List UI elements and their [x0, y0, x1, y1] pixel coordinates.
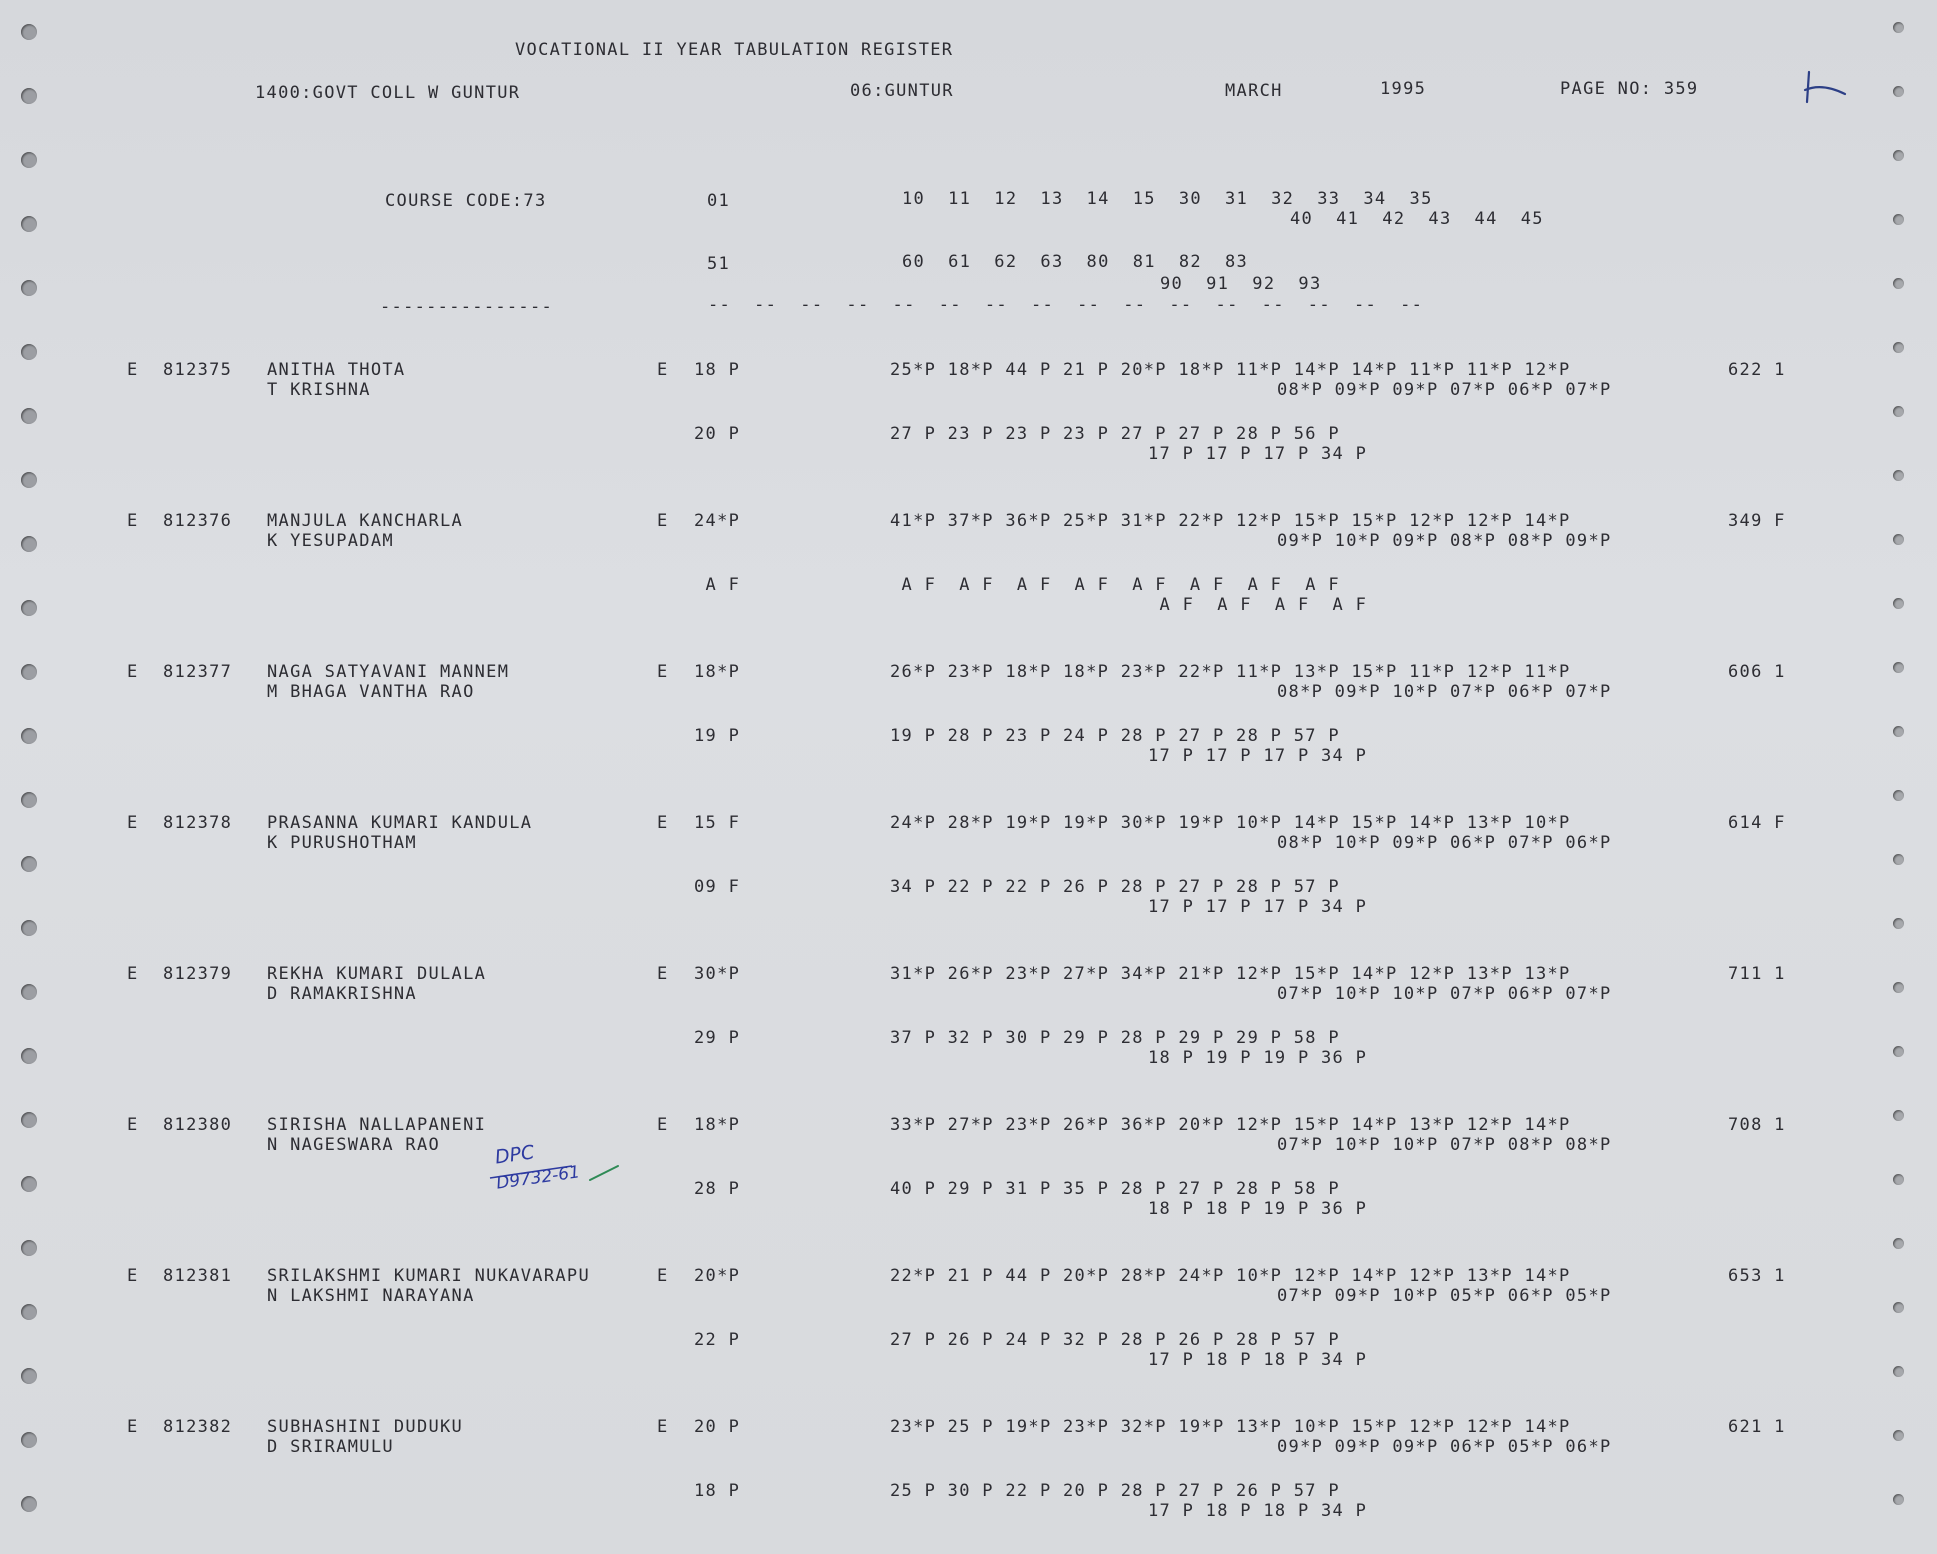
record-part2-marks: A F A F A F A F A F A F A F A F [890, 575, 1340, 595]
record-roll-number: 812376 [163, 511, 233, 531]
record-part1-submarks: 08*P 09*P 10*P 07*P 06*P 07*P [1277, 682, 1612, 702]
record-roll-number: 812378 [163, 813, 233, 833]
record-part2-submarks: 17 P 17 P 17 P 34 P [1148, 444, 1368, 464]
record-parent-name: N LAKSHMI NARAYANA [267, 1286, 475, 1306]
record-part1-first-mark: 30*P [694, 964, 741, 984]
record-total-result: 653 1 [1728, 1266, 1786, 1286]
student-record [0, 360, 1937, 510]
record-total-result: 349 F [1728, 511, 1786, 531]
student-record [0, 1417, 1937, 1554]
tractor-hole [21, 344, 37, 360]
record-medium: E [127, 1115, 139, 1135]
student-record [0, 964, 1937, 1114]
record-roll-number: 812380 [163, 1115, 233, 1135]
record-part1-submarks: 07*P 09*P 10*P 05*P 06*P 05*P [1277, 1286, 1612, 1306]
record-part1-first-mark: 20*P [694, 1266, 741, 1286]
record-total-result: 621 1 [1728, 1417, 1786, 1437]
record-roll-number: 812381 [163, 1266, 233, 1286]
record-parent-name: M BHAGA VANTHA RAO [267, 682, 475, 702]
record-parent-name: K PURUSHOTHAM [267, 833, 417, 853]
record-total-result: 622 1 [1728, 360, 1786, 380]
record-part2-submarks: 17 P 17 P 17 P 34 P [1148, 746, 1368, 766]
record-language: E [657, 1417, 669, 1437]
record-part2-marks: 27 P 26 P 24 P 32 P 28 P 26 P 28 P 57 P [890, 1330, 1340, 1350]
col-header-row2-sub: 90 91 92 93 [1160, 274, 1322, 294]
record-part1-first-mark: 18 P [694, 360, 741, 380]
record-student-name: SIRISHA NALLAPANENI [267, 1115, 487, 1135]
tractor-hole [1893, 22, 1904, 33]
tractor-hole [1893, 214, 1904, 225]
col-header-row1-sub: 40 41 42 43 44 45 [1290, 209, 1544, 229]
record-part2-marks: 37 P 32 P 30 P 29 P 28 P 29 P 29 P 58 P [890, 1028, 1340, 1048]
record-medium: E [127, 964, 139, 984]
exam-year: 1995 [1380, 79, 1427, 99]
record-part1-first-mark: 15 F [694, 813, 741, 833]
col-header-row1-codes: 10 11 12 13 14 15 30 31 32 33 34 35 [902, 189, 1433, 209]
record-student-name: REKHA KUMARI DULALA [267, 964, 487, 984]
record-medium: E [127, 360, 139, 380]
handwritten-corner-mark [1795, 64, 1855, 112]
tractor-hole [21, 88, 37, 104]
record-language: E [657, 360, 669, 380]
record-part1-marks: 22*P 21 P 44 P 20*P 28*P 24*P 10*P 12*P 14*P 12*P 13*P 14*P [890, 1266, 1571, 1286]
register-title: VOCATIONAL II YEAR TABULATION REGISTER [515, 40, 954, 60]
record-part1-marks: 41*P 37*P 36*P 25*P 31*P 22*P 12*P 15*P 15*P 12*P 12*P 14*P [890, 511, 1571, 531]
handwritten-note-ref: D9732-61 [495, 1162, 582, 1194]
record-part2-first-mark: 29 P [694, 1028, 741, 1048]
col-header-row2-first: 51 [707, 254, 731, 274]
tractor-hole [1893, 150, 1904, 161]
record-parent-name: T KRISHNA [267, 380, 371, 400]
record-medium: E [127, 1266, 139, 1286]
name-column-rule: --------------- [380, 297, 554, 317]
record-language: E [657, 964, 669, 984]
record-part1-submarks: 07*P 10*P 10*P 07*P 06*P 07*P [1277, 984, 1612, 1004]
record-total-result: 708 1 [1728, 1115, 1786, 1135]
tractor-hole [1893, 86, 1904, 97]
record-part1-submarks: 08*P 10*P 09*P 06*P 07*P 06*P [1277, 833, 1612, 853]
record-language: E [657, 1266, 669, 1286]
record-part2-marks: 25 P 30 P 22 P 20 P 28 P 27 P 26 P 57 P [890, 1481, 1340, 1501]
record-language: E [657, 511, 669, 531]
record-student-name: ANITHA THOTA [267, 360, 406, 380]
record-roll-number: 812382 [163, 1417, 233, 1437]
handwritten-note-dpc: DPC [493, 1141, 536, 1169]
record-part2-first-mark: 20 P [694, 424, 741, 444]
student-record [0, 1266, 1937, 1416]
record-part1-first-mark: 20 P [694, 1417, 741, 1437]
record-parent-name: D RAMAKRISHNA [267, 984, 417, 1004]
record-part2-first-mark: 22 P [694, 1330, 741, 1350]
record-part1-marks: 26*P 23*P 18*P 18*P 23*P 22*P 11*P 13*P 15*P 11*P 12*P 11*P [890, 662, 1571, 682]
record-part1-first-mark: 18*P [694, 1115, 741, 1135]
record-part1-marks: 23*P 25 P 19*P 23*P 32*P 19*P 13*P 10*P 15*P 12*P 12*P 14*P [890, 1417, 1571, 1437]
record-parent-name: D SRIRAMULU [267, 1437, 394, 1457]
record-part1-submarks: 09*P 09*P 09*P 06*P 05*P 06*P [1277, 1437, 1612, 1457]
course-code: COURSE CODE:73 [385, 191, 547, 211]
record-part1-first-mark: 24*P [694, 511, 741, 531]
record-language: E [657, 662, 669, 682]
record-part2-first-mark: 28 P [694, 1179, 741, 1199]
tractor-hole [21, 152, 37, 168]
record-roll-number: 812379 [163, 964, 233, 984]
record-part1-marks: 33*P 27*P 23*P 26*P 36*P 20*P 12*P 15*P 14*P 13*P 12*P 14*P [890, 1115, 1571, 1135]
col-header-row2-codes: 60 61 62 63 80 81 82 83 [902, 252, 1249, 272]
record-parent-name: K YESUPADAM [267, 531, 394, 551]
student-record [0, 1115, 1937, 1265]
record-part2-marks: 19 P 28 P 23 P 24 P 28 P 27 P 28 P 57 P [890, 726, 1340, 746]
tractor-hole [21, 24, 37, 40]
district-name: 06:GUNTUR [850, 81, 954, 101]
record-part1-submarks: 09*P 10*P 09*P 08*P 08*P 09*P [1277, 531, 1612, 551]
student-record [0, 662, 1937, 812]
col-header-row1-first: 01 [707, 191, 731, 211]
record-language: E [657, 1115, 669, 1135]
record-part2-submarks: 17 P 18 P 18 P 34 P [1148, 1501, 1368, 1521]
record-medium: E [127, 1417, 139, 1437]
record-medium: E [127, 511, 139, 531]
tractor-hole [1893, 342, 1904, 353]
record-language: E [657, 813, 669, 833]
record-student-name: MANJULA KANCHARLA [267, 511, 464, 531]
record-student-name: NAGA SATYAVANI MANNEM [267, 662, 510, 682]
record-total-result: 606 1 [1728, 662, 1786, 682]
record-parent-name: N NAGESWARA RAO [267, 1135, 441, 1155]
record-student-name: SRILAKSHMI KUMARI NUKAVARAPU [267, 1266, 590, 1286]
college-name: 1400:GOVT COLL W GUNTUR [255, 83, 521, 103]
marks-column-rule: -- -- -- -- -- -- -- -- -- -- -- -- -- -- -- -- [708, 295, 1424, 315]
record-part1-first-mark: 18*P [694, 662, 741, 682]
record-part1-submarks: 07*P 10*P 10*P 07*P 08*P 08*P [1277, 1135, 1612, 1155]
record-part2-marks: 27 P 23 P 23 P 23 P 27 P 27 P 28 P 56 P [890, 424, 1340, 444]
tractor-hole [21, 216, 37, 232]
record-roll-number: 812375 [163, 360, 233, 380]
record-total-result: 711 1 [1728, 964, 1786, 984]
record-part1-submarks: 08*P 09*P 09*P 07*P 06*P 07*P [1277, 380, 1612, 400]
record-part1-marks: 24*P 28*P 19*P 19*P 30*P 19*P 10*P 14*P 15*P 14*P 13*P 10*P [890, 813, 1571, 833]
record-part2-first-mark: A F [694, 575, 741, 595]
student-record [0, 511, 1937, 661]
record-part2-marks: 40 P 29 P 31 P 35 P 28 P 27 P 28 P 58 P [890, 1179, 1340, 1199]
record-medium: E [127, 813, 139, 833]
record-roll-number: 812377 [163, 662, 233, 682]
tractor-hole [1893, 278, 1904, 289]
record-part2-marks: 34 P 22 P 22 P 26 P 28 P 27 P 28 P 57 P [890, 877, 1340, 897]
record-medium: E [127, 662, 139, 682]
record-student-name: PRASANNA KUMARI KANDULA [267, 813, 533, 833]
corner-mark-text [1820, 60, 1821, 61]
record-part1-marks: 25*P 18*P 44 P 21 P 20*P 18*P 11*P 14*P 14*P 11*P 11*P 12*P [890, 360, 1571, 380]
record-total-result: 614 F [1728, 813, 1786, 833]
record-part2-submarks: 17 P 17 P 17 P 34 P [1148, 897, 1368, 917]
record-part2-first-mark: 09 F [694, 877, 741, 897]
exam-month: MARCH [1225, 81, 1283, 101]
record-part1-marks: 31*P 26*P 23*P 27*P 34*P 21*P 12*P 15*P 14*P 12*P 13*P 13*P [890, 964, 1571, 984]
page-number: PAGE NO: 359 [1560, 79, 1699, 99]
record-part2-submarks: 18 P 19 P 19 P 36 P [1148, 1048, 1368, 1068]
record-part2-first-mark: 19 P [694, 726, 741, 746]
student-record [0, 813, 1937, 963]
handwritten-underline [486, 1158, 626, 1198]
record-part2-submarks: 18 P 18 P 19 P 36 P [1148, 1199, 1368, 1219]
record-student-name: SUBHASHINI DUDUKU [267, 1417, 464, 1437]
tractor-hole [21, 280, 37, 296]
record-part2-first-mark: 18 P [694, 1481, 741, 1501]
record-part2-submarks: 17 P 18 P 18 P 34 P [1148, 1350, 1368, 1370]
record-part2-submarks: A F A F A F A F [1148, 595, 1368, 615]
